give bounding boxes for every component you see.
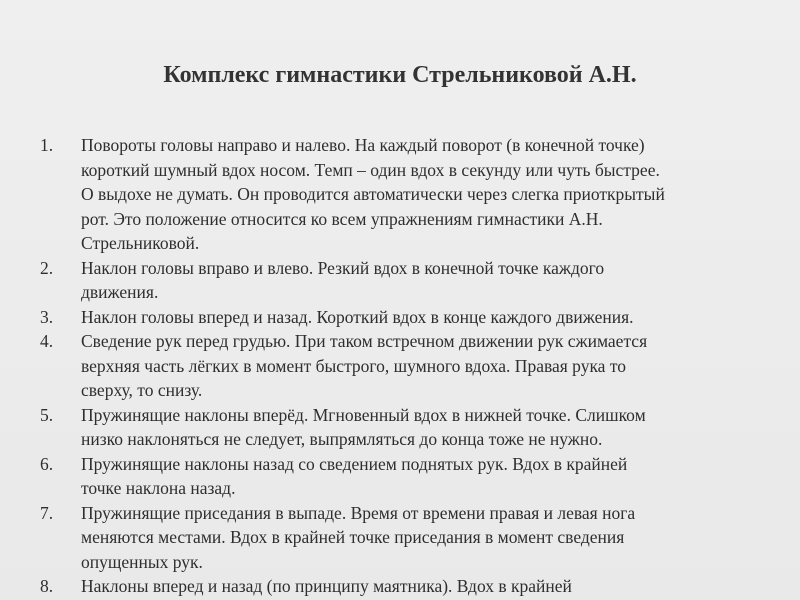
exercise-text-line: Пружинящие наклоны вперёд. Мгновенный вдох в нижней точке. Слишком: [81, 404, 646, 425]
exercise-number: 8.: [40, 576, 54, 596]
exercise-text-line: Стрельниковой.: [81, 233, 200, 253]
exercise-text-line: сверху, то снизу.: [81, 380, 203, 400]
exercise-number: 5.: [40, 404, 54, 425]
exercise-item: [40, 452, 775, 501]
exercise-text-line: точке наклона назад.: [81, 478, 236, 498]
exercise-text-line: Повороты головы направо и налево. На каждый поворот (в конечной точке): [81, 135, 645, 155]
slide-title: Комплекс гимнастики Стрельниковой А.Н.: [163, 62, 637, 88]
exercise-text-line: Наклон головы вперед и назад. Короткий вдох в конце каждого движения.: [81, 306, 634, 327]
exercise-number: 3.: [40, 306, 54, 327]
exercise-text-line: Сведение рук перед грудью. При таком встречном движении рук сжимается: [81, 331, 648, 351]
exercise-text-line: рот. Это положение относится ко всем упражнениям гимнастики А.Н.: [81, 208, 603, 229]
exercise-list: [40, 133, 775, 599]
exercise-item: [40, 574, 775, 599]
exercise-text-line: короткий шумный вдох носом. Темп – один вдох в секунду или чуть быстрее.: [81, 159, 660, 180]
exercise-number: 2.: [40, 257, 54, 278]
exercise-text-line: движения.: [81, 282, 159, 302]
exercise-text-line: опущенных рук.: [81, 551, 203, 572]
exercise-number: 1.: [40, 135, 54, 155]
exercise-text-line: меняются местами. Вдох в крайней точке приседания в момент сведения: [81, 527, 625, 547]
exercise-text-line: низко наклоняться не следует, выпрямляться до конца тоже не нужно.: [81, 429, 603, 449]
exercise-text-line: верхняя часть лёгких в момент быстрого, шумного вдоха. Правая рука то: [81, 355, 626, 376]
exercise-text-line: Пружинящие приседания в выпаде. Время от времени правая и левая нога: [81, 502, 636, 523]
exercise-text-line: Наклон головы вправо и влево. Резкий вдох в конечной точке каждого: [81, 257, 605, 278]
exercise-item: [40, 256, 775, 305]
exercise-number: 7.: [40, 502, 54, 523]
exercise-text-line: О выдохе не думать. Он проводится автоматически через слегка приоткрытый: [81, 184, 665, 204]
exercise-item: [40, 133, 775, 256]
exercise-item: [40, 329, 775, 403]
exercise-number: 6.: [40, 453, 54, 474]
exercise-text-line: Пружинящие наклоны назад со сведением поднятых рук. Вдох в крайней: [81, 453, 628, 474]
exercise-item: [40, 305, 775, 330]
exercise-item: [40, 501, 775, 575]
exercise-item: [40, 403, 775, 452]
exercise-text-line: Наклоны вперед и назад (по принципу маятника). Вдох в крайней: [81, 576, 572, 596]
exercise-number: 4.: [40, 331, 54, 351]
